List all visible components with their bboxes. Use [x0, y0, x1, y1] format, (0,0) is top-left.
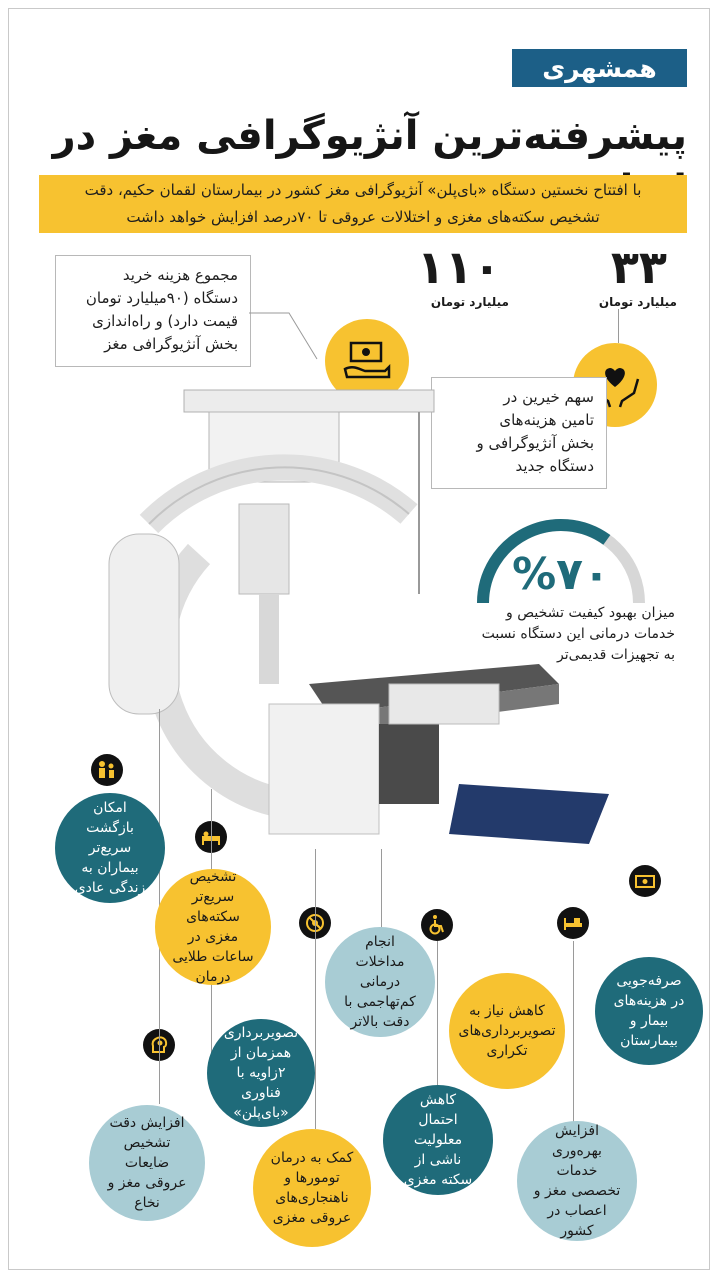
benefit-specialized-services: افزایش بهره‌وری خدمات تخصصی مغز و اعصاب در کشور: [517, 1121, 637, 1241]
connector-line: [315, 849, 316, 1129]
hospital-bed-icon: [557, 907, 589, 939]
gauge-caption-line: خدمات درمانی این دستگاه نسبت: [481, 626, 675, 642]
benefit-return-to-normal-life: امکان بازگشت سریع‌تر بیماران به زندگی عادی: [55, 793, 165, 903]
benefit-fewer-repeat-imaging: کاهش نیاز به تصویربرداری‌های تکراری: [449, 973, 565, 1089]
connector-line: [381, 849, 382, 929]
family-icon: [91, 754, 123, 786]
donors-unit: میلیارد تومان: [598, 295, 677, 309]
connector-line: [249, 309, 319, 369]
benefit-vascular-lesion-accuracy: افزایش دقت تشخیص ضایعات عروقی مغز و نخاع: [89, 1105, 205, 1221]
total-amount: ۱۱۰: [416, 240, 501, 294]
benefit-reduce-disability: کاهش احتمال معلولیت ناشی از سکته مغزی: [383, 1085, 493, 1195]
infographic: [8, 8, 710, 1270]
benefit-biplane-imaging: تصویربرداری همزمان از ۲زاویه با فناوری «بای‌پلن»: [207, 1019, 315, 1127]
donors-text: بخش آنژیوگرافی و: [476, 434, 594, 452]
connector-line: [437, 941, 438, 1086]
benefit-cost-savings: صرفه‌جویی در هزینه‌های بیمار و بیمارستان: [595, 957, 703, 1065]
banner-line-1: با افتتاح نخستین دستگاه «بای‌پلن» آنژیوگرافی مغز کشور در بیمارستان لقمان حکیم، دقت: [84, 181, 642, 199]
total-unit: میلیارد تومان: [430, 295, 509, 309]
gauge-caption-line: به تجهیزات قدیمی‌تر: [556, 647, 675, 663]
donors-amount: ۳۳: [610, 240, 667, 294]
benefit-minimally-invasive: انجام مداخلات درمانی کم‌تهاجمی با دقت بالاتر: [325, 927, 435, 1037]
donors-text: سهم خیرین در: [503, 388, 594, 406]
cash-icon: [629, 865, 661, 897]
cost-text: مجموع هزینه خرید: [122, 266, 238, 284]
cost-text: قیمت دارد) و راه‌اندازی: [92, 312, 238, 330]
total-cost-box: [55, 255, 251, 367]
gauge-caption-line: میزان بهبود کیفیت تشخیص و: [506, 605, 675, 621]
intro-banner: [39, 175, 687, 233]
cost-text: دستگاه (۹۰میلیارد تومان: [85, 289, 238, 307]
brand-logo: همشهری: [512, 49, 687, 87]
benefit-tumor-treatment: کمک به درمان تومورها و ناهنجاری‌های عروقی مغزی: [253, 1129, 371, 1247]
gauge-label: %۷۰: [512, 549, 610, 600]
donors-text: دستگاه جدید: [515, 457, 594, 475]
page-title: پیشرفته‌ترین آنژیوگرافی مغز در: [52, 113, 687, 159]
biplane-angiography-machine-illustration: [89, 384, 629, 854]
benefit-faster-stroke-diagnosis: تشخیص سریع‌تر سکته‌های مغزی در ساعات طلایی درمان: [155, 869, 271, 985]
cost-text: بخش آنژیوگرافی مغز: [104, 335, 238, 353]
connector-line: [618, 309, 619, 343]
donors-text: تامین هزینه‌های: [499, 411, 594, 429]
connector-line: [573, 941, 574, 1123]
banner-line-2: تشخیص سکته‌های مغزی و اختلالات عروقی تا ۷۰درصد افزایش خواهد داشت: [126, 208, 600, 226]
wheelchair-icon: [421, 909, 453, 941]
